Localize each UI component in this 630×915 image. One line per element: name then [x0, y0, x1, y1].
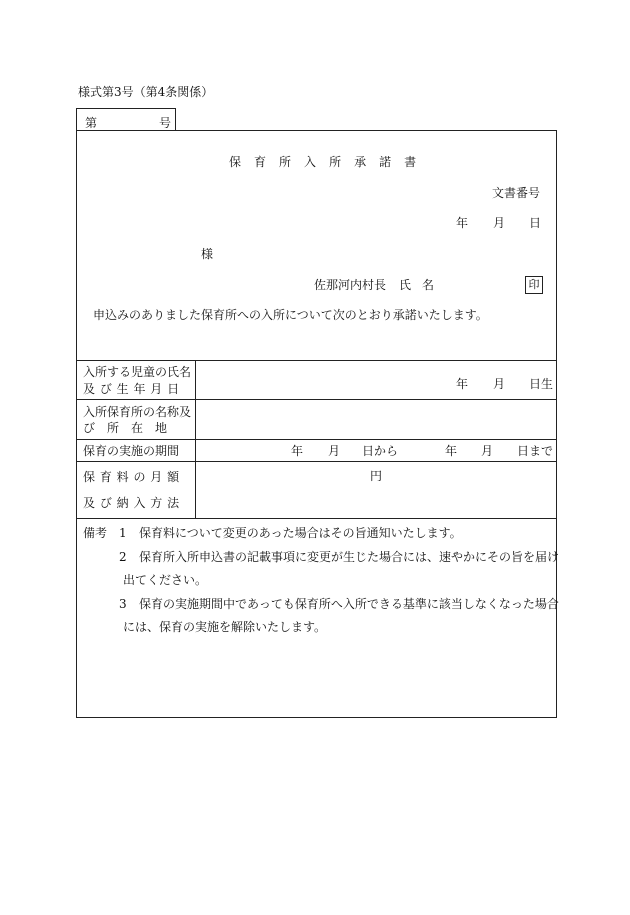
addressee-sama: 様	[201, 247, 214, 261]
period-from-day: 日から	[362, 444, 399, 458]
period-from-month: 月	[328, 444, 341, 458]
fee-label-2: 及 び 納 入 方 法	[83, 496, 180, 510]
facility-label-2: び 所 在 地	[83, 421, 168, 435]
sender-mei: 名	[422, 278, 435, 292]
row-divider	[77, 399, 556, 400]
document-number-box	[76, 108, 176, 130]
number-go: 号	[159, 116, 172, 130]
child-birth-year: 年	[456, 377, 469, 391]
note-text: 保育料について変更のあった場合はその旨通知いたします。	[139, 526, 462, 540]
date-day: 日	[529, 216, 542, 230]
form-body	[76, 130, 560, 718]
child-birth-month: 月	[493, 377, 506, 391]
row-divider	[77, 461, 556, 462]
note-number: 2	[119, 550, 127, 564]
date-year: 年	[456, 216, 469, 230]
note-number: 3	[119, 597, 127, 611]
note-text: 出てください。	[123, 573, 208, 587]
column-divider	[195, 360, 196, 518]
child-birth-day: 日生	[529, 377, 554, 391]
seal-mark: 印	[525, 276, 543, 294]
remarks-heading: 備考	[83, 526, 108, 540]
facility-label-1: 入所保育所の名称及	[83, 405, 192, 419]
intro-text: 申込みのありました保育所への入所について次のとおり承諾いたします。	[93, 308, 488, 322]
number-dai: 第	[85, 116, 98, 130]
row-divider	[77, 518, 556, 519]
period-until-month: 月	[481, 444, 494, 458]
child-label-2: 及 び 生 年 月 日	[83, 382, 180, 396]
sender-shi: 氏	[399, 278, 412, 292]
row-divider	[77, 360, 556, 361]
note-text: 保育の実施期間中であっても保育所へ入所できる基準に該当しなくなった場合	[139, 597, 559, 611]
period-until-day: 日まで	[517, 444, 554, 458]
date-month: 月	[493, 216, 506, 230]
row-divider	[77, 439, 556, 440]
fee-label-1: 保 育 料 の 月 額	[83, 470, 180, 484]
sender-title: 佐那河内村長	[314, 278, 387, 292]
child-label-1: 入所する児童の氏名	[83, 365, 192, 379]
doc-number-label: 文書番号	[492, 186, 541, 200]
note-number: 1	[119, 526, 127, 540]
period-from-year: 年	[291, 444, 304, 458]
note-text: 保育所入所申込書の記載事項に変更が生じた場合には、速やかにその旨を届け	[139, 550, 560, 564]
fee-yen: 円	[370, 469, 383, 483]
period-until-year: 年	[445, 444, 458, 458]
note-text: には、保育の実施を解除いたします。	[123, 620, 327, 634]
period-label: 保育の実施の期間	[83, 444, 180, 458]
page-title: 保 育 所 入 所 承 諾 書	[229, 155, 417, 169]
form-id: 様式第3号（第4条関係）	[78, 85, 214, 99]
